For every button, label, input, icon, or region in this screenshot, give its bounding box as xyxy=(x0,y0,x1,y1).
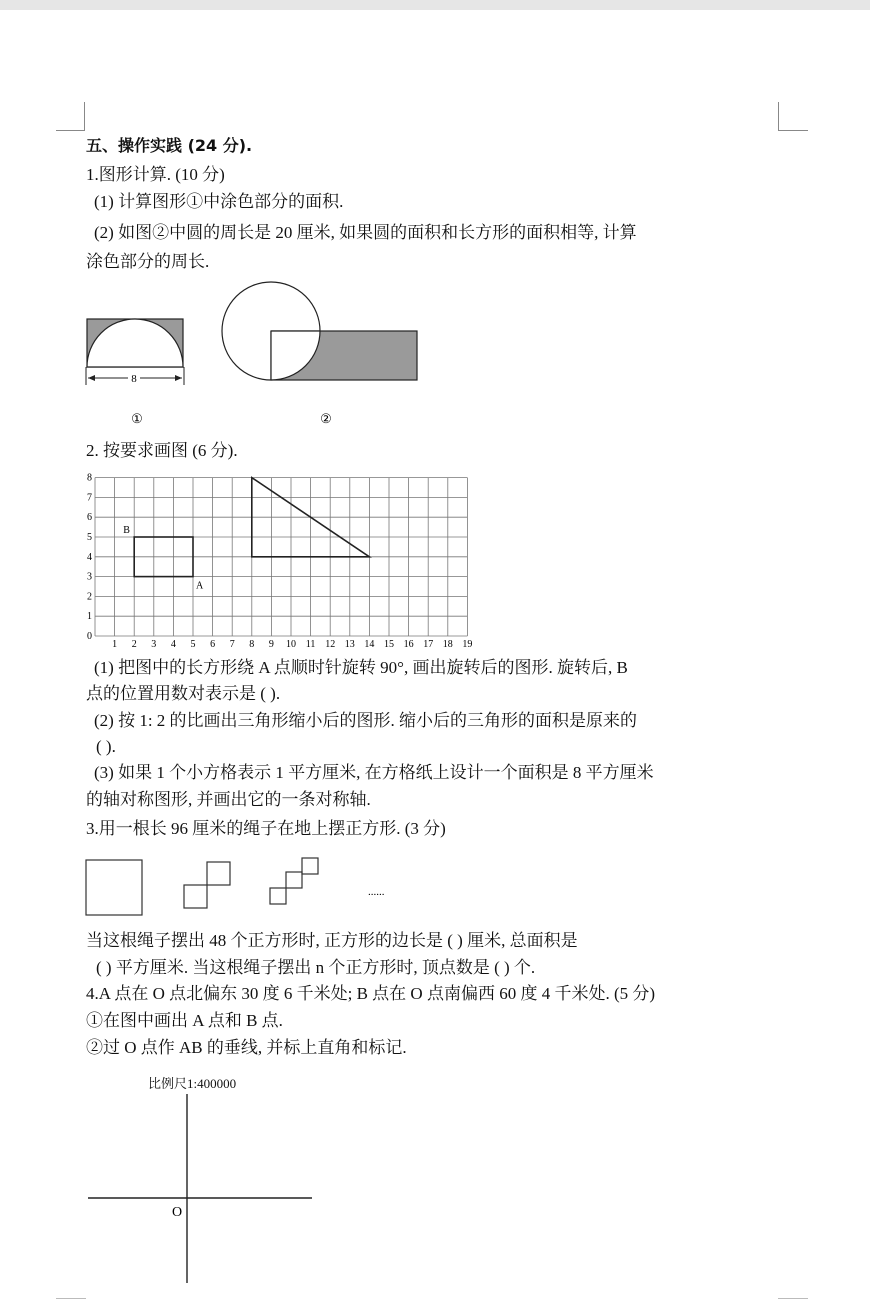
fig1-number-label: ① xyxy=(131,411,143,426)
q2-part3-line2: 的轴对称图形, 并画出它的一条对称轴. xyxy=(86,790,371,809)
x-tick-label: 9 xyxy=(268,639,274,650)
x-tick-label: 18 xyxy=(442,639,453,650)
x-tick-label: 4 xyxy=(170,639,176,650)
q2-heading: 2. 按要求画图 (6 分). xyxy=(86,441,238,460)
x-tick-label: 1 xyxy=(112,639,118,650)
x-tick-label: 10 xyxy=(286,639,296,650)
section-title: 五、操作实践 (24 分). xyxy=(86,136,253,155)
point-b-label: B xyxy=(123,525,130,536)
q1-part1: (1) 计算图形①中涂色部分的面积. xyxy=(94,192,344,211)
x-tick-label: 15 xyxy=(384,639,394,650)
q1-heading: 1.图形计算. (10 分) xyxy=(86,165,225,184)
q2-part3-line1: (3) 如果 1 个小方格表示 1 平方厘米, 在方格纸上设计一个面积是 8 平方厘米 xyxy=(94,763,654,782)
fig2-number-label: ② xyxy=(320,411,332,426)
x-tick-label: 7 xyxy=(229,639,235,650)
bottom-mark-left xyxy=(56,1298,86,1299)
x-tick-label: 19 xyxy=(462,639,473,650)
q4-heading: 4.A 点在 O 点北偏东 30 度 6 千米处; B 点在 O 点南偏西 60 度 4 千米处. (5 分) xyxy=(86,984,656,1003)
y-tick-label: 2 xyxy=(87,591,92,603)
x-tick-label: 16 xyxy=(403,639,414,650)
x-tick-label: 13 xyxy=(344,639,355,650)
point-a-label: A xyxy=(196,580,204,592)
x-tick-label: 6 xyxy=(210,639,216,650)
origin-label: O xyxy=(172,1205,183,1220)
x-tick-label: 3 xyxy=(151,639,157,650)
q2-part2-line1: (2) 按 1: 2 的比画出三角形缩小后的图形. 缩小后的三角形的面积是原来的 xyxy=(94,711,638,730)
x-tick-label: 2 xyxy=(131,639,137,650)
q2-part1-line1: (1) 把图中的长方形绕 A 点顺时针旋转 90°, 画出旋转后的图形. 旋转后, B xyxy=(94,658,628,677)
x-tick-label: 14 xyxy=(364,639,375,650)
fig1-dimension-label: 8 xyxy=(131,373,137,385)
q4-step1: ①在图中画出 A 点和 B 点. xyxy=(86,1011,283,1030)
pattern-ellipsis: ...... xyxy=(368,886,385,898)
scale-label: 比例尺1:400000 xyxy=(148,1076,237,1091)
q4-step2: ②过 O 点作 AB 的垂线, 并标上直角和标记. xyxy=(86,1038,407,1057)
y-tick-label: 0 xyxy=(87,631,92,642)
q3-question-line1: 当这根绳子摆出 48 个正方形时, 正方形的边长是 ( ) 厘米, 总面积是 xyxy=(86,931,578,950)
y-tick-label: 1 xyxy=(87,611,92,623)
bottom-mark-right xyxy=(778,1298,808,1299)
x-tick-label: 5 xyxy=(190,639,196,650)
y-tick-label: 3 xyxy=(87,571,92,583)
y-tick-label: 4 xyxy=(87,551,92,563)
x-tick-label: 8 xyxy=(249,639,255,650)
y-tick-label: 6 xyxy=(87,512,92,524)
y-tick-label: 7 xyxy=(87,492,92,504)
q1-part2-line2: 涂色部分的周长. xyxy=(86,252,210,271)
q1-part2-line1: (2) 如图②中圆的周长是 20 厘米, 如果圆的面积和长方形的面积相等, 计算 xyxy=(94,223,637,242)
q2-part1-line2: 点的位置用数对表示是 ( ). xyxy=(86,684,281,703)
q3-question-line2: ( ) 平方厘米. 当这根绳子摆出 n 个正方形时, 顶点数是 ( ) 个. xyxy=(96,958,536,977)
x-tick-label: 11 xyxy=(305,639,316,650)
x-tick-label: 12 xyxy=(325,639,336,650)
x-tick-label: 17 xyxy=(423,639,434,650)
y-tick-label: 5 xyxy=(87,532,92,543)
q3-heading: 3.用一根长 96 厘米的绳子在地上摆正方形. (3 分) xyxy=(86,819,446,838)
q2-part2-line2: ( ). xyxy=(96,737,116,756)
y-tick-label: 8 xyxy=(87,472,92,484)
